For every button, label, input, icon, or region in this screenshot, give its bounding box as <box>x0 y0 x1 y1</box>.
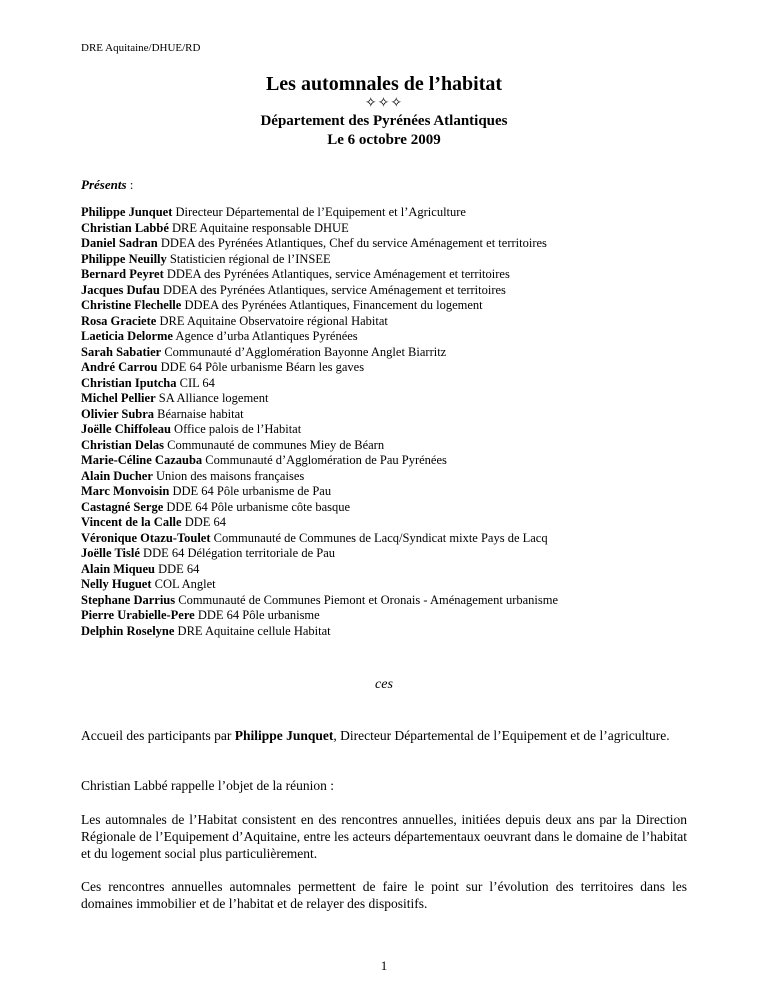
attendee-row <box>81 221 701 237</box>
attendee-row <box>81 298 701 314</box>
attendee-row <box>81 500 701 516</box>
attendee-name: Olivier Subra <box>81 406 155 421</box>
attendee-role: DDE 64 Délégation territoriale de Pau <box>139 546 335 560</box>
attendee-name: Véronique Otazu-Toulet <box>81 530 211 545</box>
presents-colon: : <box>126 177 134 192</box>
attendee-name: Alain Ducher <box>81 468 153 483</box>
presents-label: Présents <box>81 177 127 192</box>
attendee-role: COL Anglet <box>151 577 216 591</box>
attendee-role: DDEA des Pyrénées Atlantiques, service Aménagement et territoires <box>163 267 510 281</box>
attendee-name: Vincent de la Calle <box>81 515 182 529</box>
attendee-name: Laeticia Delorme <box>81 329 173 343</box>
attendee-role: DDE 64 <box>154 561 200 576</box>
attendee-name: Christian Labbé <box>81 220 169 235</box>
attendee-role: Communauté de Communes Piemont et Oronais - Aménagement urbanisme <box>175 592 559 607</box>
attendee-name: Pierre Urabielle-Pere <box>81 608 195 622</box>
attendee-row <box>81 376 701 392</box>
attendee-row <box>81 407 701 423</box>
attendee-name: Philippe Neuilly <box>81 251 167 266</box>
presents-heading <box>81 177 133 193</box>
meeting-purpose-intro: Christian Labbé rappelle l’objet de la réunion : <box>81 778 335 793</box>
automnales-description-paragraph: Les automnales de l’Habitat consistent en des rencontres annuelles, initiées depuis deux ans par la Direction Régionale de l’Equipement d’Aquitaine, entre les acteurs départementaux oeuvrant dans le domaine de l’habitat et du logement social plus particulièrement. <box>81 812 687 861</box>
department-subtitle: Département des Pyrénées Atlantiques <box>260 113 508 129</box>
attendee-list <box>81 205 701 639</box>
attendee-row <box>81 453 701 469</box>
attendee-name: Castagné Serge <box>81 499 164 514</box>
attendee-role: DRE Aquitaine Observatoire régional Habitat <box>156 313 388 328</box>
attendee-name: Marie-Céline Cazauba <box>81 453 203 467</box>
attendee-name: Marc Monvoisin <box>81 484 170 498</box>
attendee-row <box>81 267 701 283</box>
attendee-row <box>81 329 701 345</box>
attendee-role: DDEA des Pyrénées Atlantiques, Chef du service Aménagement et territoires <box>157 236 547 250</box>
document-title: Les automnales de l’habitat <box>265 73 503 95</box>
attendee-name: Sarah Sabatier <box>81 344 162 359</box>
section-separator: ces <box>375 677 393 692</box>
attendee-name: Rosa Graciete <box>81 313 157 328</box>
attendee-row <box>81 562 701 578</box>
attendee-row <box>81 624 701 640</box>
attendee-row <box>81 345 701 361</box>
attendee-name: Bernard Peyret <box>81 267 164 281</box>
attendee-row <box>81 252 701 268</box>
attendee-row <box>81 577 701 593</box>
attendee-role: DDEA des Pyrénées Atlantiques, Financement du logement <box>181 298 483 312</box>
title-block <box>0 72 768 150</box>
attendee-name: Joëlle Tislé <box>81 546 140 560</box>
attendee-name: Nelly Huguet <box>81 577 152 591</box>
attendee-role: DRE Aquitaine cellule Habitat <box>174 623 331 638</box>
attendee-name: Michel Pellier <box>81 391 156 405</box>
meeting-date: Le 6 octobre 2009 <box>327 132 441 148</box>
attendee-row <box>81 314 701 330</box>
attendee-role: Communauté de communes Miey de Béarn <box>164 437 385 452</box>
welcome-text-after: , Directeur Départemental de l’Equipement et de l’agriculture. <box>333 728 670 743</box>
attendee-role: Communauté d’Agglomération Bayonne Anglet Biarritz <box>161 344 447 359</box>
attendee-name: Christine Flechelle <box>81 298 182 312</box>
attendee-name: Jacques Dufau <box>81 282 160 297</box>
attendee-row <box>81 422 701 438</box>
attendee-role: SA Alliance logement <box>155 391 269 405</box>
attendee-row <box>81 546 701 562</box>
attendee-role: DDEA des Pyrénées Atlantiques, service Aménagement et territoires <box>159 282 506 297</box>
attendee-role: Agence d’urba Atlantiques Pyrénées <box>172 329 358 343</box>
attendee-row <box>81 205 701 221</box>
attendee-role: DDE 64 Pôle urbanisme côte basque <box>163 499 351 514</box>
attendee-role: DRE Aquitaine responsable DHUE <box>168 220 349 235</box>
title-ornament: ✧✧✧ <box>364 96 404 111</box>
attendee-row <box>81 593 701 609</box>
automnales-purpose-paragraph: Ces rencontres annuelles automnales permettent de faire le point sur l’évolution des territoires dans les domaines immobilier et de l’habitat et de relayer des dispositifs. <box>81 879 687 911</box>
attendee-name: Christian Delas <box>81 437 164 452</box>
attendee-role: Statisticien régional de l’INSEE <box>166 251 331 266</box>
welcome-text-before: Accueil des participants par <box>81 728 235 743</box>
attendee-role: CIL 64 <box>176 375 215 390</box>
attendee-name: Stephane Darrius <box>81 592 176 607</box>
attendee-row <box>81 360 701 376</box>
attendee-row <box>81 236 701 252</box>
attendee-name: Joëlle Chiffoleau <box>81 422 171 436</box>
attendee-name: Christian Iputcha <box>81 375 177 390</box>
attendee-role: Union des maisons françaises <box>152 468 305 483</box>
attendee-row <box>81 484 701 500</box>
attendee-role: Béarnaise habitat <box>154 406 244 421</box>
page-number: 1 <box>380 958 388 973</box>
attendee-role: DDE 64 Pôle urbanisme de Pau <box>169 484 332 498</box>
attendee-row <box>81 608 701 624</box>
attendee-row <box>81 531 701 547</box>
attendee-row <box>81 515 701 531</box>
attendee-role: DDE 64 <box>181 515 227 529</box>
attendee-role: Office palois de l’Habitat <box>170 422 302 436</box>
welcome-host-name: Philippe Junquet <box>234 728 334 743</box>
attendee-row <box>81 283 701 299</box>
attendee-name: Daniel Sadran <box>81 236 158 250</box>
attendee-row <box>81 438 701 454</box>
attendee-row <box>81 469 701 485</box>
document-header-reference: DRE Aquitaine/DHUE/RD <box>81 42 201 54</box>
attendee-row <box>81 391 701 407</box>
attendee-role: Communauté de Communes de Lacq/Syndicat mixte Pays de Lacq <box>210 530 548 545</box>
attendee-name: Philippe Junquet <box>81 205 173 219</box>
attendee-name: Alain Miqueu <box>81 561 155 576</box>
attendee-name: André Carrou <box>81 360 158 374</box>
welcome-paragraph <box>81 727 687 744</box>
attendee-role: DDE 64 Pôle urbanisme <box>194 608 320 622</box>
attendee-name: Delphin Roselyne <box>81 623 175 638</box>
attendee-role: Communauté d’Agglomération de Pau Pyrénées <box>202 453 447 467</box>
attendee-role: DDE 64 Pôle urbanisme Béarn les gaves <box>157 360 365 374</box>
attendee-role: Directeur Départemental de l’Equipement et l’Agriculture <box>172 205 466 219</box>
